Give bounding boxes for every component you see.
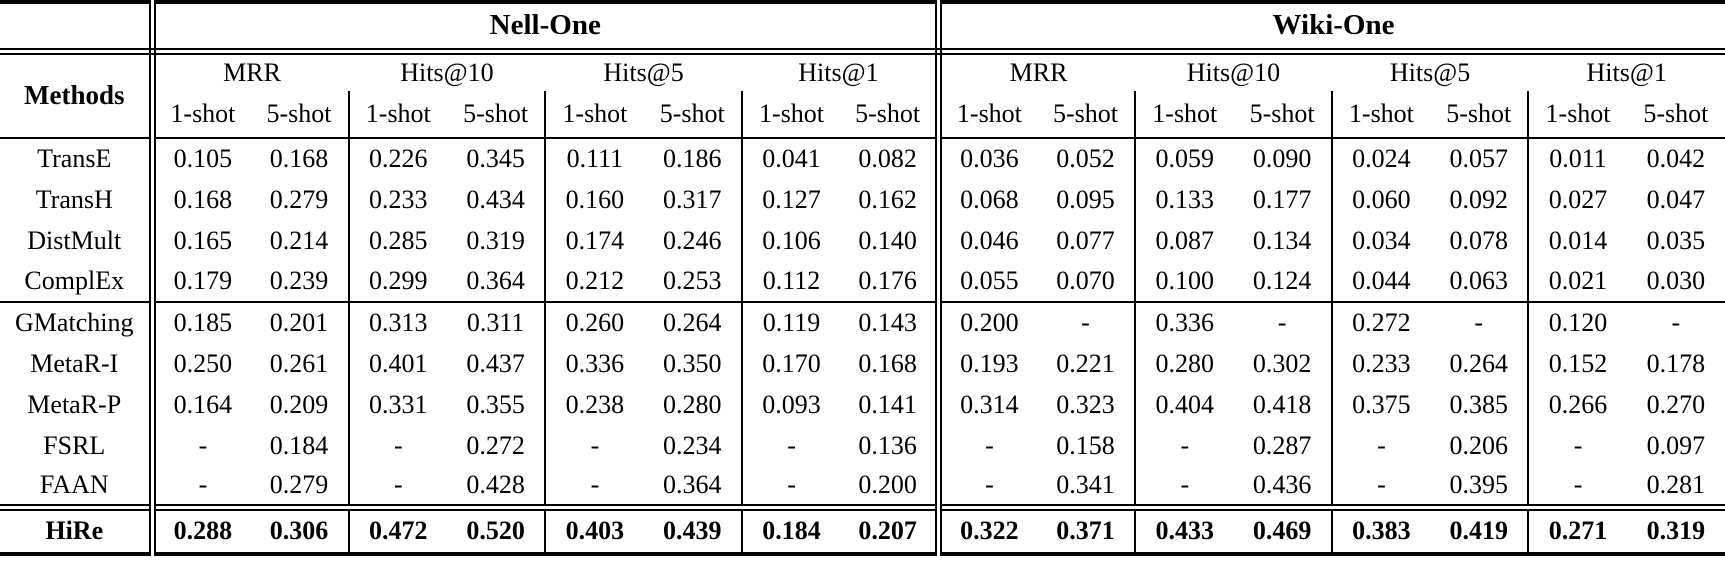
value-cell: 0.179 — [173, 266, 233, 295]
value-cell: - — [590, 430, 600, 460]
value-cell: 0.158 — [1037, 425, 1135, 466]
value-cell: 0.385 — [1430, 384, 1528, 425]
value-cell: 0.319 — [1627, 507, 1725, 554]
table-row-hire — [0, 507, 1725, 554]
value-cell: 0.280 — [1155, 348, 1215, 378]
value-cell: 0.170 — [762, 348, 821, 378]
value-cell: 0.418 — [1233, 384, 1331, 425]
value-cell: 0.119 — [742, 302, 840, 343]
metric-header-hits1-wiki: Hits@1 — [1586, 57, 1667, 87]
value-cell: 0.238 — [565, 389, 625, 419]
shot-header: 5-shot — [1233, 91, 1331, 138]
value-cell: 0.046 — [960, 225, 1019, 255]
method-name: DistMult — [0, 220, 152, 261]
value-cell: - — [1180, 430, 1190, 460]
value-cell: 0.093 — [762, 389, 821, 419]
dataset-header-nell-one: Nell-One — [152, 2, 939, 51]
value-cell: 0.140 — [840, 220, 938, 261]
value-cell: 0.206 — [1430, 425, 1528, 466]
value-cell: 0.239 — [250, 261, 348, 302]
value-cell: 0.364 — [447, 261, 545, 302]
value-cell: 0.299 — [369, 266, 428, 295]
value-cell: 0.077 — [1037, 220, 1135, 261]
value-cell: - — [1627, 302, 1725, 343]
value-cell: 0.186 — [644, 138, 742, 179]
value-cell: 0.270 — [1646, 389, 1706, 419]
value-cell: 0.133 — [1155, 184, 1215, 214]
value-cell: 0.106 — [762, 225, 821, 255]
metric-header-hits10-wiki: Hits@10 — [1186, 57, 1281, 87]
value-cell: 0.434 — [447, 179, 545, 220]
value-cell: - — [787, 469, 796, 499]
shot-header: 5-shot — [1627, 91, 1725, 138]
value-cell: 0.087 — [1155, 225, 1215, 255]
value-cell: - — [985, 430, 994, 460]
value-cell: 0.168 — [173, 184, 233, 214]
value-cell: 0.070 — [1037, 261, 1135, 302]
value-cell: 0.264 — [1430, 343, 1528, 384]
value-cell: - — [985, 469, 994, 499]
table-row-faan — [0, 466, 1725, 507]
method-name: ComplEx — [0, 261, 152, 302]
value-cell: 0.090 — [1233, 138, 1331, 179]
value-cell: 0.168 — [840, 343, 938, 384]
table-row-metar-p — [0, 384, 1725, 425]
value-cell: 0.253 — [644, 261, 742, 302]
value-cell: 0.279 — [250, 179, 348, 220]
value-cell: 0.439 — [644, 507, 742, 554]
value-cell: - — [1573, 430, 1583, 460]
value-cell: 0.375 — [1352, 389, 1411, 419]
shot-header: 1-shot — [939, 91, 1037, 138]
value-cell: - — [393, 469, 403, 499]
value-cell: 0.184 — [250, 425, 348, 466]
value-cell: 0.127 — [762, 184, 821, 214]
value-cell: 0.233 — [369, 184, 428, 214]
value-cell: 0.331 — [369, 389, 428, 419]
value-cell: 0.271 — [1528, 507, 1626, 554]
value-cell: 0.212 — [565, 266, 625, 295]
shot-header: 5-shot — [644, 91, 742, 138]
value-cell: 0.311 — [447, 302, 545, 343]
value-cell: 0.152 — [1548, 348, 1608, 378]
method-name: TransH — [0, 179, 152, 220]
value-cell: 0.174 — [565, 225, 625, 255]
value-cell: 0.214 — [250, 220, 348, 261]
value-cell: 0.469 — [1233, 507, 1331, 554]
value-cell: 0.233 — [1352, 348, 1411, 378]
method-name: FAAN — [0, 466, 152, 507]
value-cell: 0.164 — [173, 389, 233, 419]
value-cell: 0.313 — [349, 302, 447, 343]
value-cell: 0.200 — [840, 466, 938, 507]
value-cell: 0.036 — [960, 144, 1019, 173]
value-cell: 0.178 — [1646, 348, 1706, 378]
method-name: MetaR-P — [0, 384, 152, 425]
value-cell: 0.285 — [369, 225, 428, 255]
value-cell: 0.336 — [1135, 302, 1233, 343]
value-cell: 0.345 — [447, 138, 545, 179]
value-cell: 0.030 — [1646, 266, 1706, 295]
value-cell: 0.112 — [762, 266, 821, 295]
value-cell: 0.136 — [840, 425, 938, 466]
value-cell: 0.260 — [545, 302, 643, 343]
value-cell: 0.433 — [1135, 507, 1233, 554]
value-cell: 0.105 — [173, 144, 233, 173]
value-cell: 0.047 — [1646, 184, 1706, 214]
method-name: GMatching — [0, 302, 152, 343]
metric-header-hits1-nell: Hits@1 — [742, 51, 939, 91]
value-cell: 0.401 — [369, 348, 428, 378]
value-cell: - — [198, 469, 208, 499]
table-row-fsrl — [0, 425, 1725, 466]
shot-header: 5-shot — [840, 91, 938, 138]
value-cell: - — [1377, 430, 1386, 460]
shot-header: 1-shot — [1528, 91, 1626, 138]
value-cell: 0.226 — [369, 144, 428, 173]
value-cell: 0.200 — [939, 302, 1037, 343]
value-cell: 0.266 — [1548, 389, 1608, 419]
results-table-body — [0, 138, 1725, 554]
value-cell: 0.322 — [939, 507, 1037, 554]
value-cell: 0.279 — [250, 466, 348, 507]
value-cell: 0.323 — [1037, 384, 1135, 425]
table-row-transh — [0, 179, 1725, 220]
value-cell: 0.078 — [1430, 220, 1528, 261]
value-cell: - — [1430, 302, 1528, 343]
value-cell: 0.306 — [250, 507, 348, 554]
value-cell: 0.044 — [1352, 266, 1411, 295]
value-cell: - — [1573, 469, 1583, 499]
metric-header-hits10-nell: Hits@10 — [400, 57, 494, 87]
value-cell: 0.472 — [349, 507, 447, 554]
value-cell: 0.027 — [1548, 184, 1608, 214]
value-cell: 0.350 — [644, 343, 742, 384]
value-cell: 0.162 — [840, 179, 938, 220]
value-cell: 0.264 — [644, 302, 742, 343]
metric-header-hits5-nell: Hits@5 — [603, 57, 684, 87]
value-cell: 0.336 — [565, 348, 625, 378]
value-cell: 0.288 — [152, 507, 250, 554]
value-cell: 0.021 — [1548, 266, 1608, 295]
shot-header: 1-shot — [349, 91, 447, 138]
value-cell: 0.176 — [840, 261, 938, 302]
value-cell: 0.272 — [1332, 302, 1430, 343]
value-cell: 0.250 — [173, 348, 233, 378]
table-header — [0, 2, 1725, 138]
value-cell: 0.059 — [1155, 144, 1215, 173]
value-cell: - — [198, 430, 208, 460]
shot-header: 1-shot — [1332, 91, 1430, 138]
value-cell: 0.437 — [447, 343, 545, 384]
value-cell: 0.143 — [840, 302, 938, 343]
value-cell: 0.193 — [960, 348, 1019, 378]
metric-header-mrr-wiki: MRR — [1009, 57, 1068, 87]
value-cell: 0.014 — [1548, 225, 1608, 255]
value-cell: - — [590, 469, 600, 499]
value-cell: 0.165 — [173, 225, 233, 255]
value-cell: 0.246 — [644, 220, 742, 261]
value-cell: 0.097 — [1646, 430, 1706, 460]
value-cell: 0.185 — [152, 302, 250, 343]
shot-header: 1-shot — [1135, 91, 1233, 138]
value-cell: 0.168 — [250, 138, 348, 179]
methods-column-header: Methods — [0, 51, 152, 138]
value-cell: 0.055 — [960, 266, 1019, 295]
shot-header: 1-shot — [742, 91, 840, 138]
value-cell: 0.041 — [762, 144, 821, 173]
method-name: FSRL — [0, 425, 152, 466]
method-name: MetaR-I — [0, 343, 152, 384]
value-cell: 0.261 — [250, 343, 348, 384]
metric-header-hits5-wiki: Hits@5 — [1389, 57, 1471, 87]
value-cell: 0.111 — [566, 144, 624, 173]
value-cell: 0.419 — [1430, 507, 1528, 554]
value-cell: 0.314 — [960, 389, 1019, 419]
value-cell: 0.221 — [1037, 343, 1135, 384]
value-cell: 0.177 — [1233, 179, 1331, 220]
value-cell: 0.035 — [1646, 225, 1706, 255]
value-cell: 0.057 — [1430, 138, 1528, 179]
value-cell: 0.034 — [1352, 225, 1411, 255]
value-cell: - — [1377, 469, 1386, 499]
value-cell: 0.042 — [1646, 144, 1706, 173]
value-cell: 0.281 — [1646, 469, 1706, 499]
value-cell: 0.404 — [1155, 389, 1215, 419]
value-cell: 0.280 — [644, 384, 742, 425]
value-cell: 0.364 — [644, 466, 742, 507]
value-cell: 0.063 — [1430, 261, 1528, 302]
value-cell: 0.120 — [1528, 302, 1626, 343]
value-cell: 0.160 — [565, 184, 625, 214]
value-cell: 0.341 — [1037, 466, 1135, 507]
value-cell: 0.209 — [250, 384, 348, 425]
value-cell: 0.317 — [644, 179, 742, 220]
value-cell: 0.383 — [1332, 507, 1430, 554]
value-cell: 0.272 — [447, 425, 545, 466]
value-cell: - — [1037, 302, 1135, 343]
shot-header: 1-shot — [152, 91, 250, 138]
value-cell: 0.124 — [1233, 261, 1331, 302]
table-row-metar-i — [0, 343, 1725, 384]
value-cell: 0.355 — [447, 384, 545, 425]
value-cell: 0.095 — [1037, 179, 1135, 220]
shot-header: 1-shot — [545, 91, 643, 138]
value-cell: 0.184 — [742, 507, 840, 554]
table-row-gmatching — [0, 302, 1725, 343]
value-cell: 0.371 — [1037, 507, 1135, 554]
value-cell: 0.082 — [840, 138, 938, 179]
value-cell: 0.052 — [1037, 138, 1135, 179]
shot-header: 5-shot — [250, 91, 348, 138]
value-cell: 0.234 — [644, 425, 742, 466]
value-cell: 0.207 — [840, 507, 938, 554]
value-cell: 0.100 — [1155, 266, 1215, 295]
value-cell: 0.201 — [250, 302, 348, 343]
shot-header: 5-shot — [447, 91, 545, 138]
value-cell: 0.011 — [1549, 144, 1607, 173]
value-cell: 0.068 — [960, 184, 1019, 214]
value-cell: 0.436 — [1233, 466, 1331, 507]
value-cell: 0.134 — [1233, 220, 1331, 261]
shot-header: 5-shot — [1430, 91, 1528, 138]
metric-header-mrr-nell: MRR — [223, 57, 281, 87]
corner-cell — [0, 2, 152, 51]
table-row-complex — [0, 261, 1725, 302]
value-cell: - — [1233, 302, 1331, 343]
value-cell: - — [1180, 469, 1190, 499]
table-row-transe — [0, 138, 1725, 179]
value-cell: 0.428 — [447, 466, 545, 507]
value-cell: 0.287 — [1233, 425, 1331, 466]
table-row-distmult — [0, 220, 1725, 261]
value-cell: 0.141 — [840, 384, 938, 425]
shot-header-row — [0, 91, 1725, 138]
value-cell: 0.395 — [1430, 466, 1528, 507]
method-name: TransE — [0, 138, 152, 179]
value-cell: 0.092 — [1430, 179, 1528, 220]
value-cell: 0.520 — [447, 507, 545, 554]
value-cell: - — [787, 430, 796, 460]
method-name: HiRe — [0, 507, 152, 554]
metric-header-row — [0, 51, 1725, 91]
dataset-header-row — [0, 2, 1725, 51]
value-cell: 0.403 — [545, 507, 643, 554]
value-cell: 0.302 — [1233, 343, 1331, 384]
dataset-header-wiki-one: Wiki-One — [939, 2, 1725, 51]
value-cell: 0.060 — [1352, 184, 1411, 214]
shot-header: 5-shot — [1037, 91, 1135, 138]
value-cell: 0.319 — [447, 220, 545, 261]
value-cell: 0.024 — [1352, 144, 1411, 173]
value-cell: - — [393, 430, 403, 460]
